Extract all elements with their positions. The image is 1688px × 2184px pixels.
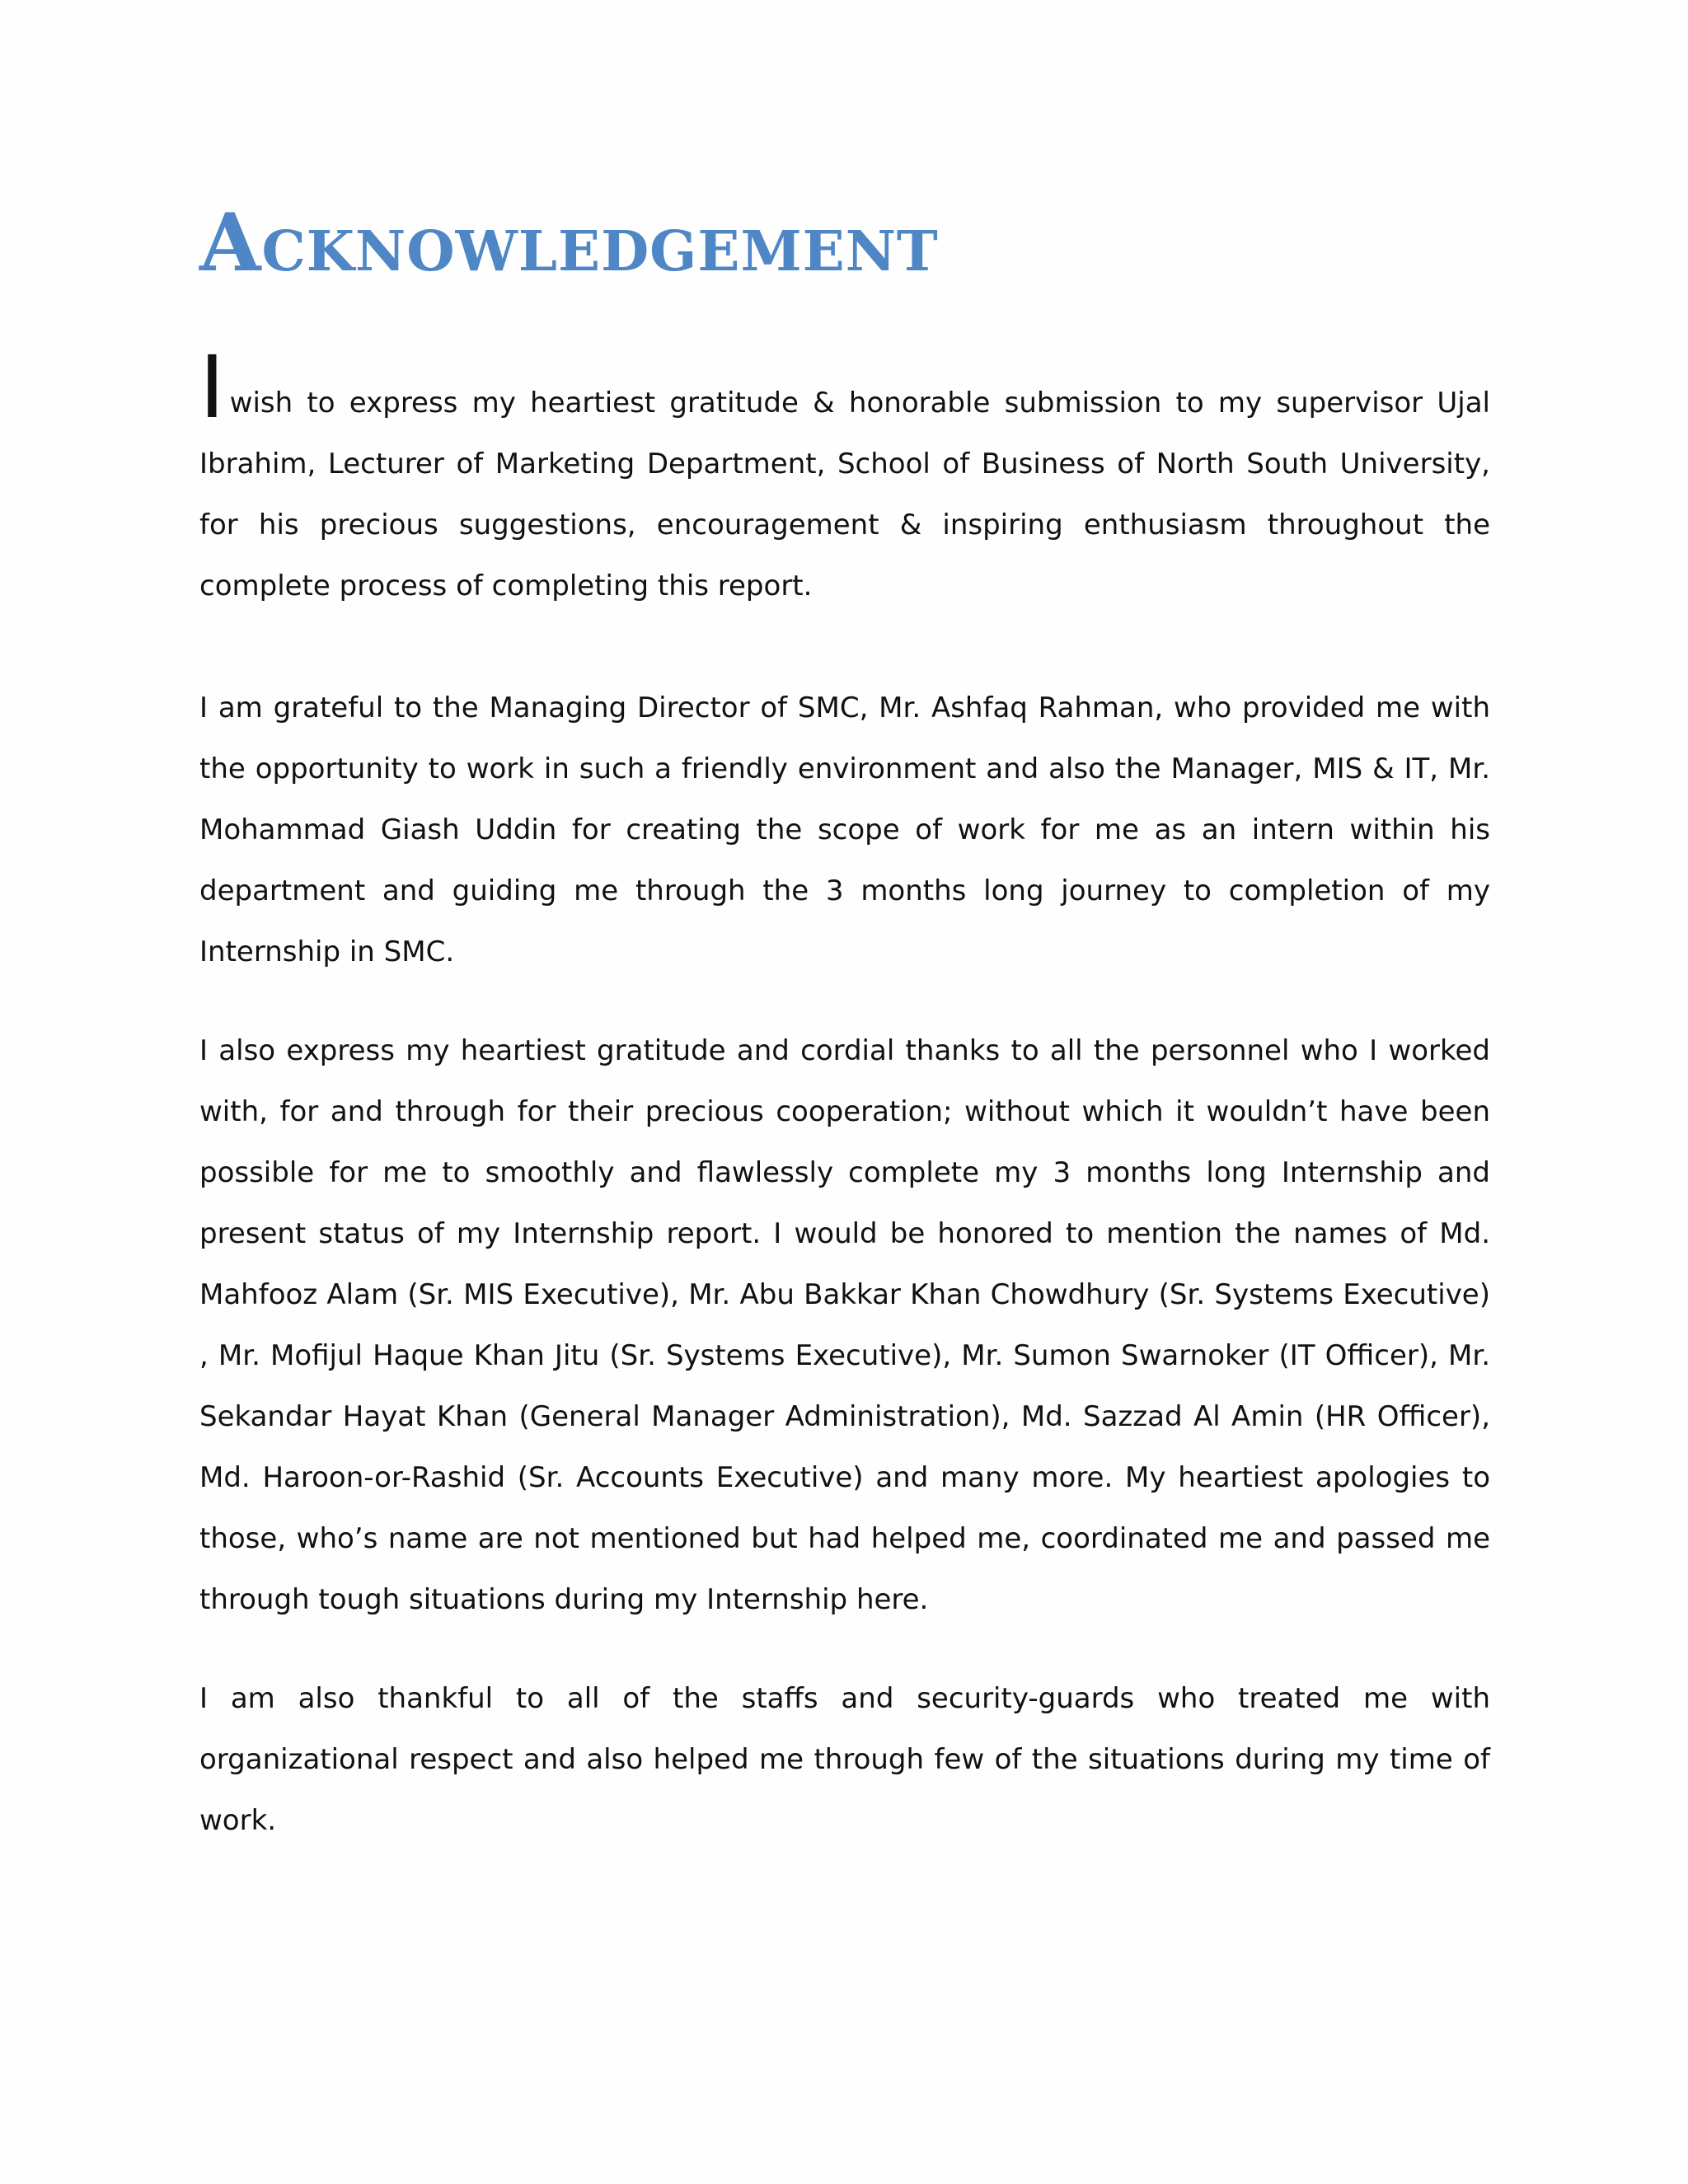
document-body <box>199 198 1490 1851</box>
paragraph-management: I am grateful to the Managing Director of SMC, Mr. Ashfaq Rahman, who provided me with the opportunity to work in such a friendly environment and also the Manager, MIS & IT, Mr. Mohammad Giash Uddin for creating the scope of work for me as an intern within his department and guiding me through the 3 months long journey to completion of my Internship in SMC. <box>199 691 1490 968</box>
drop-cap: I <box>199 337 225 438</box>
paragraph-staff: I am also thankful to all of the staffs and security-guards who treated me with organizational respect and also helped me through few of the situations during my time of work. <box>199 1682 1490 1837</box>
paragraph-personnel: I also express my heartiest gratitude and cordial thanks to all the personnel who I worked with, for and through for their precious cooperation; without which it wouldn’t have been possible for me to smoothly and flawlessly complete my 3 months long Internship and present status of my Internship report. I would be honored to mention the names of Md. Mahfooz Alam (Sr. MIS Executive), Mr. Abu Bakkar Khan Chowdhury (Sr. Systems Executive) , Mr. Mofijul Haque Khan Jitu (Sr. Systems Executive), Mr. Sumon Swarnoker (IT Officer), Mr. Sekandar Hayat Khan (General Manager Administration), Md. Sazzad Al Amin (HR Officer), Md. Haroon-or-Rashid (Sr. Accounts Executive) and many more. My heartiest apologies to those, who’s name are not mentioned but had helped me, coordinated me and passed me through tough situations during my Internship here. <box>199 1034 1490 1616</box>
page-title: Acknowledgement <box>199 196 939 289</box>
paragraph-supervisor <box>199 337 1490 616</box>
paragraph-text: wish to express my heartiest gratitude & honorable submission to my supervisor Ujal Ibrahim, Lecturer of Marketing Department, School of Business of North South University, for his precious suggestions, encouragement & inspiring enthusiasm throughout the complete process of completing this report. <box>199 387 1490 602</box>
